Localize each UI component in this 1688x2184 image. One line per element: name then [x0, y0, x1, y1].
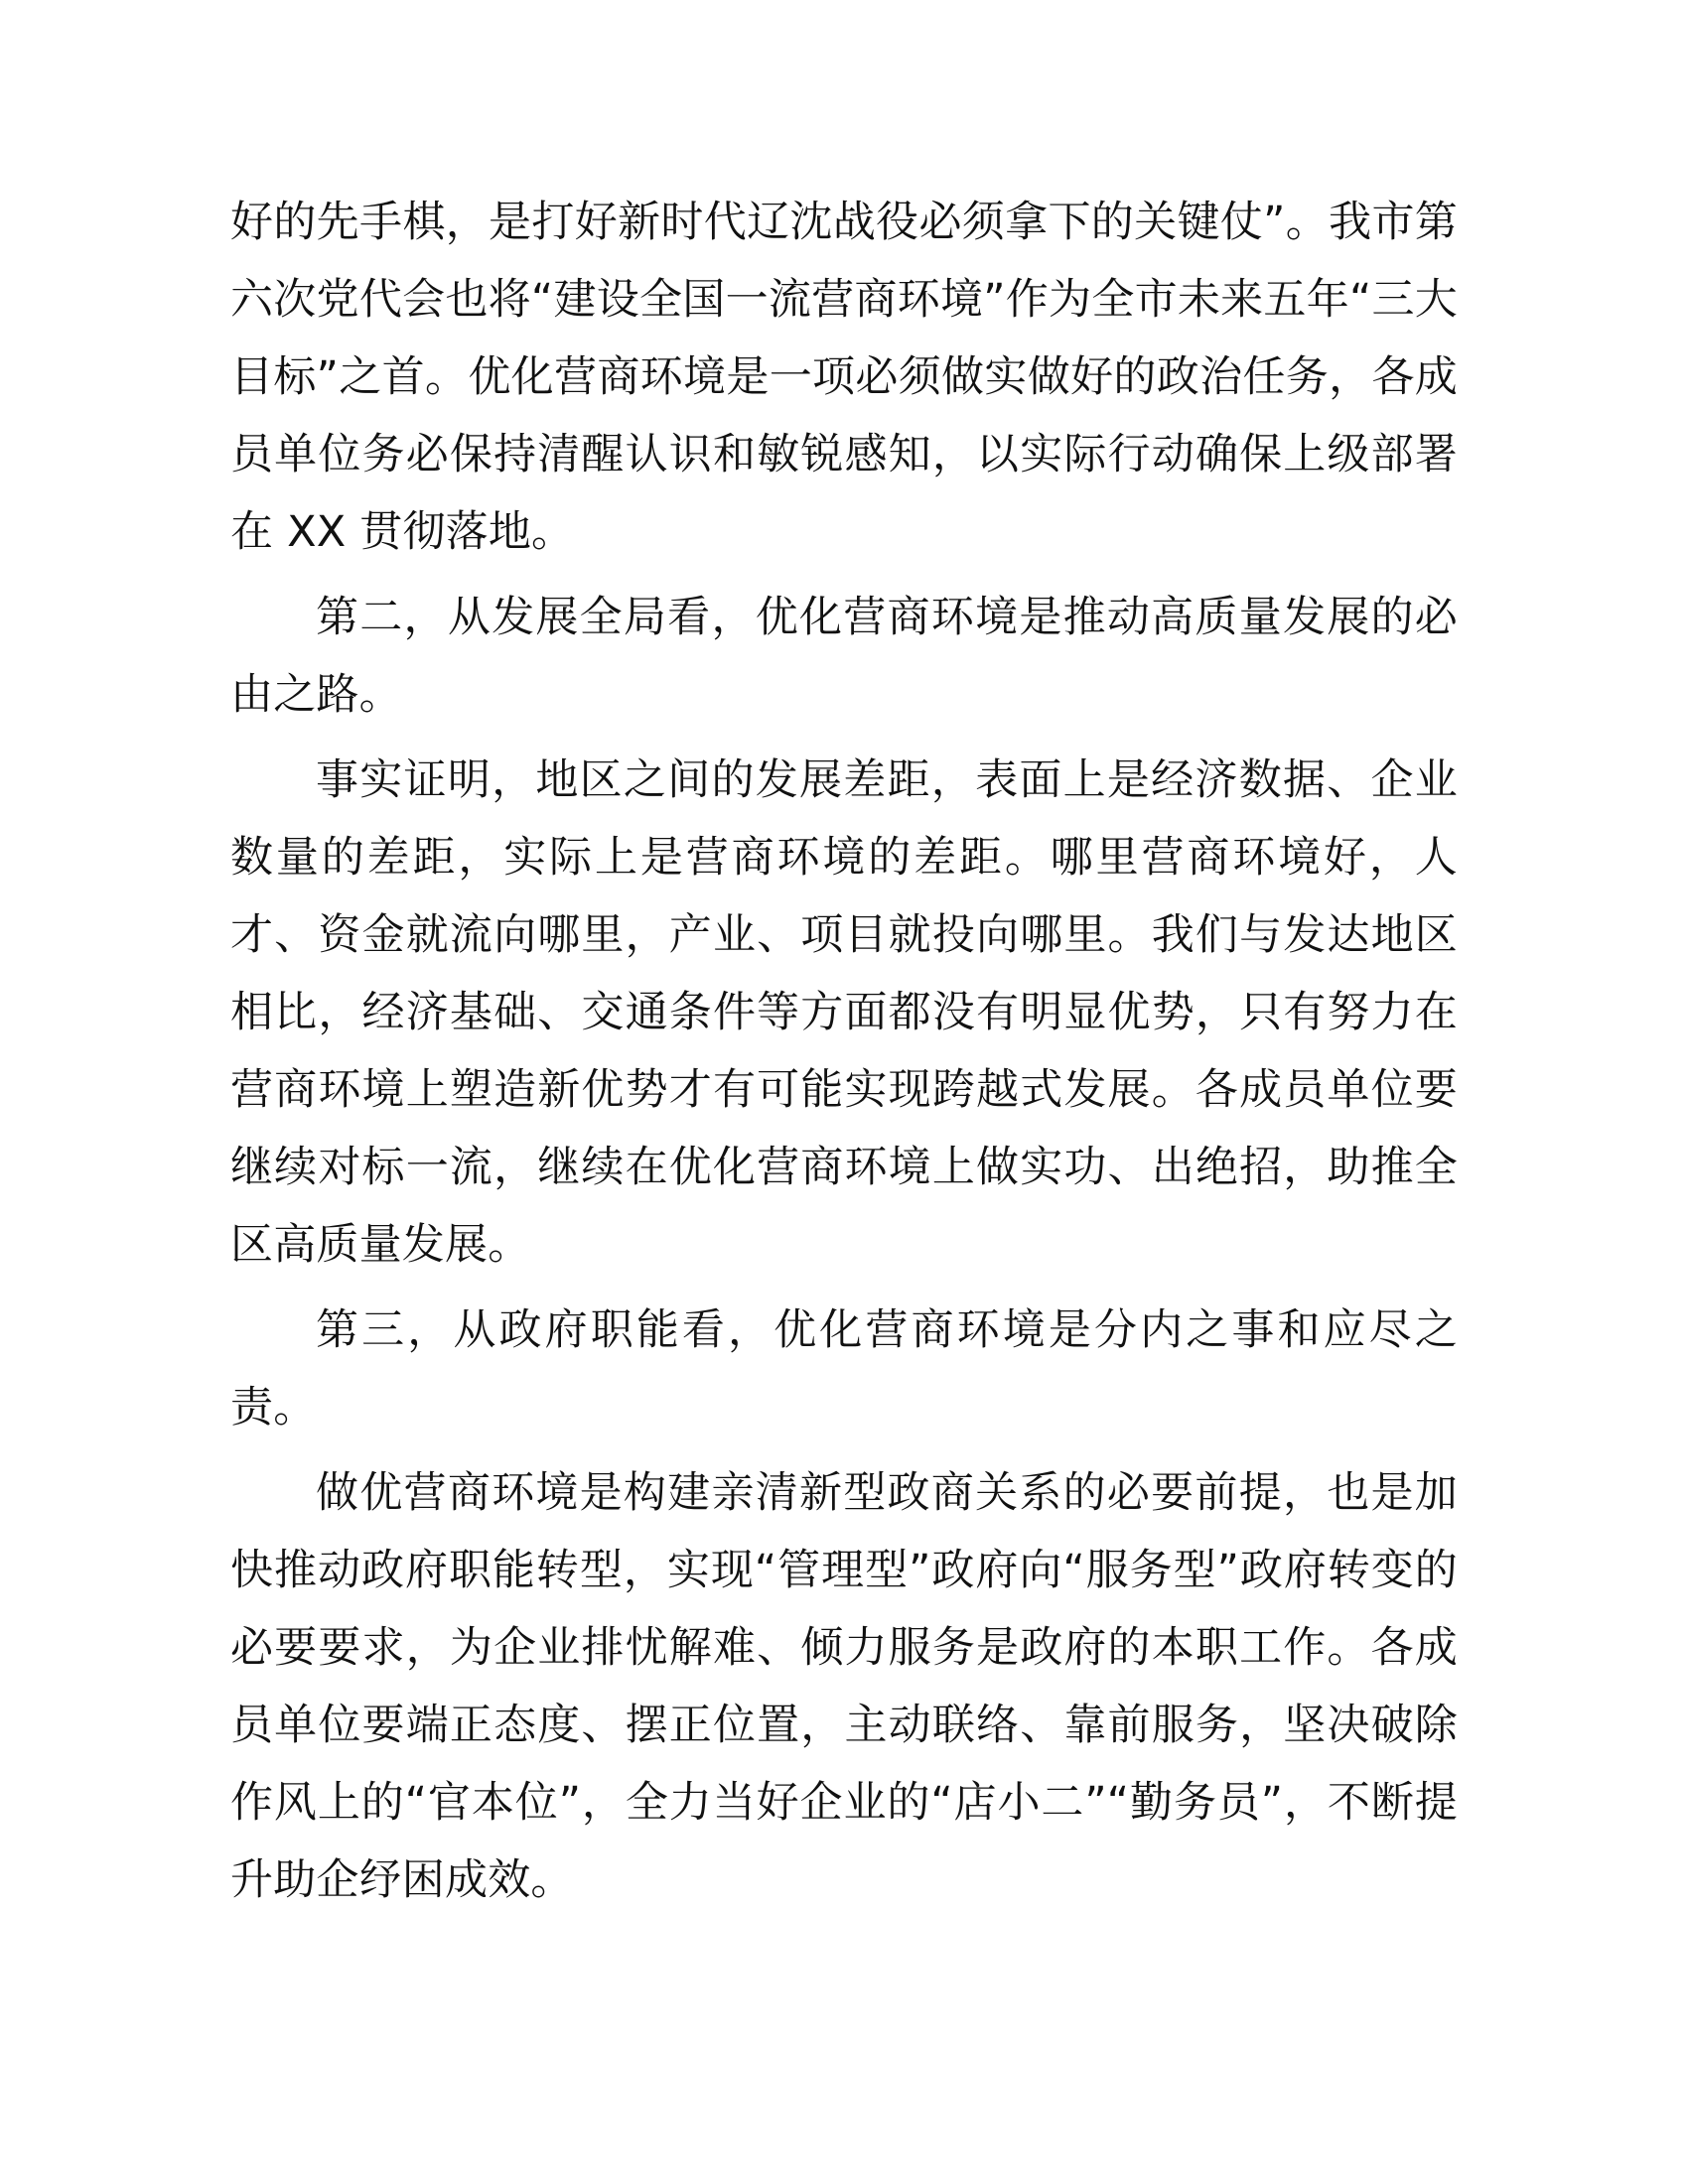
- paragraph: 第三，从政府职能看，优化营商环境是分内之事和应尽之责。: [230, 1305, 1458, 1433]
- paragraph: 第二，从发展全局看，优化营商环境是推动高质量发展的必由之路。: [230, 593, 1458, 720]
- paragraph: 好的先手棋，是打好新时代辽沈战役必须拿下的关键仗”。我市第六次党代会也将“建设全国一流营商环境”作为全市未来五年“三大目标”之首。优化营商环境是一项必须做实做好的政治任务，各成员单位务必保持清醒认识和敏锐感知，以实际行动确保上级部署在 XX 贯彻落地。: [230, 198, 1458, 557]
- paragraph: 事实证明，地区之间的发展差距，表面上是经济数据、企业数量的差距，实际上是营商环境的差距。哪里营商环境好，人才、资金就流向哪里，产业、项目就投向哪里。我们与发达地区相比，经济基础、交通条件等方面都没有明显优势，只有努力在营商环境上塑造新优势才有可能实现跨越式发展。各成员单位要继续对标一流，继续在优化营商环境上做实功、出绝招，助推全区高质量发展。: [230, 755, 1458, 1270]
- paragraph: 做优营商环境是构建亲清新型政商关系的必要前提，也是加快推动政府职能转型，实现“管理型”政府向“服务型”政府转变的必要要求，为企业排忧解难、倾力服务是政府的本职工作。各成员单位要端正态度、摆正位置，主动联络、靠前服务，坚决破除作风上的“官本位”，全力当好企业的“店小二”“勤务员”，不断提升助企纾困成效。: [230, 1468, 1458, 1905]
- document-body: [230, 184, 1458, 1919]
